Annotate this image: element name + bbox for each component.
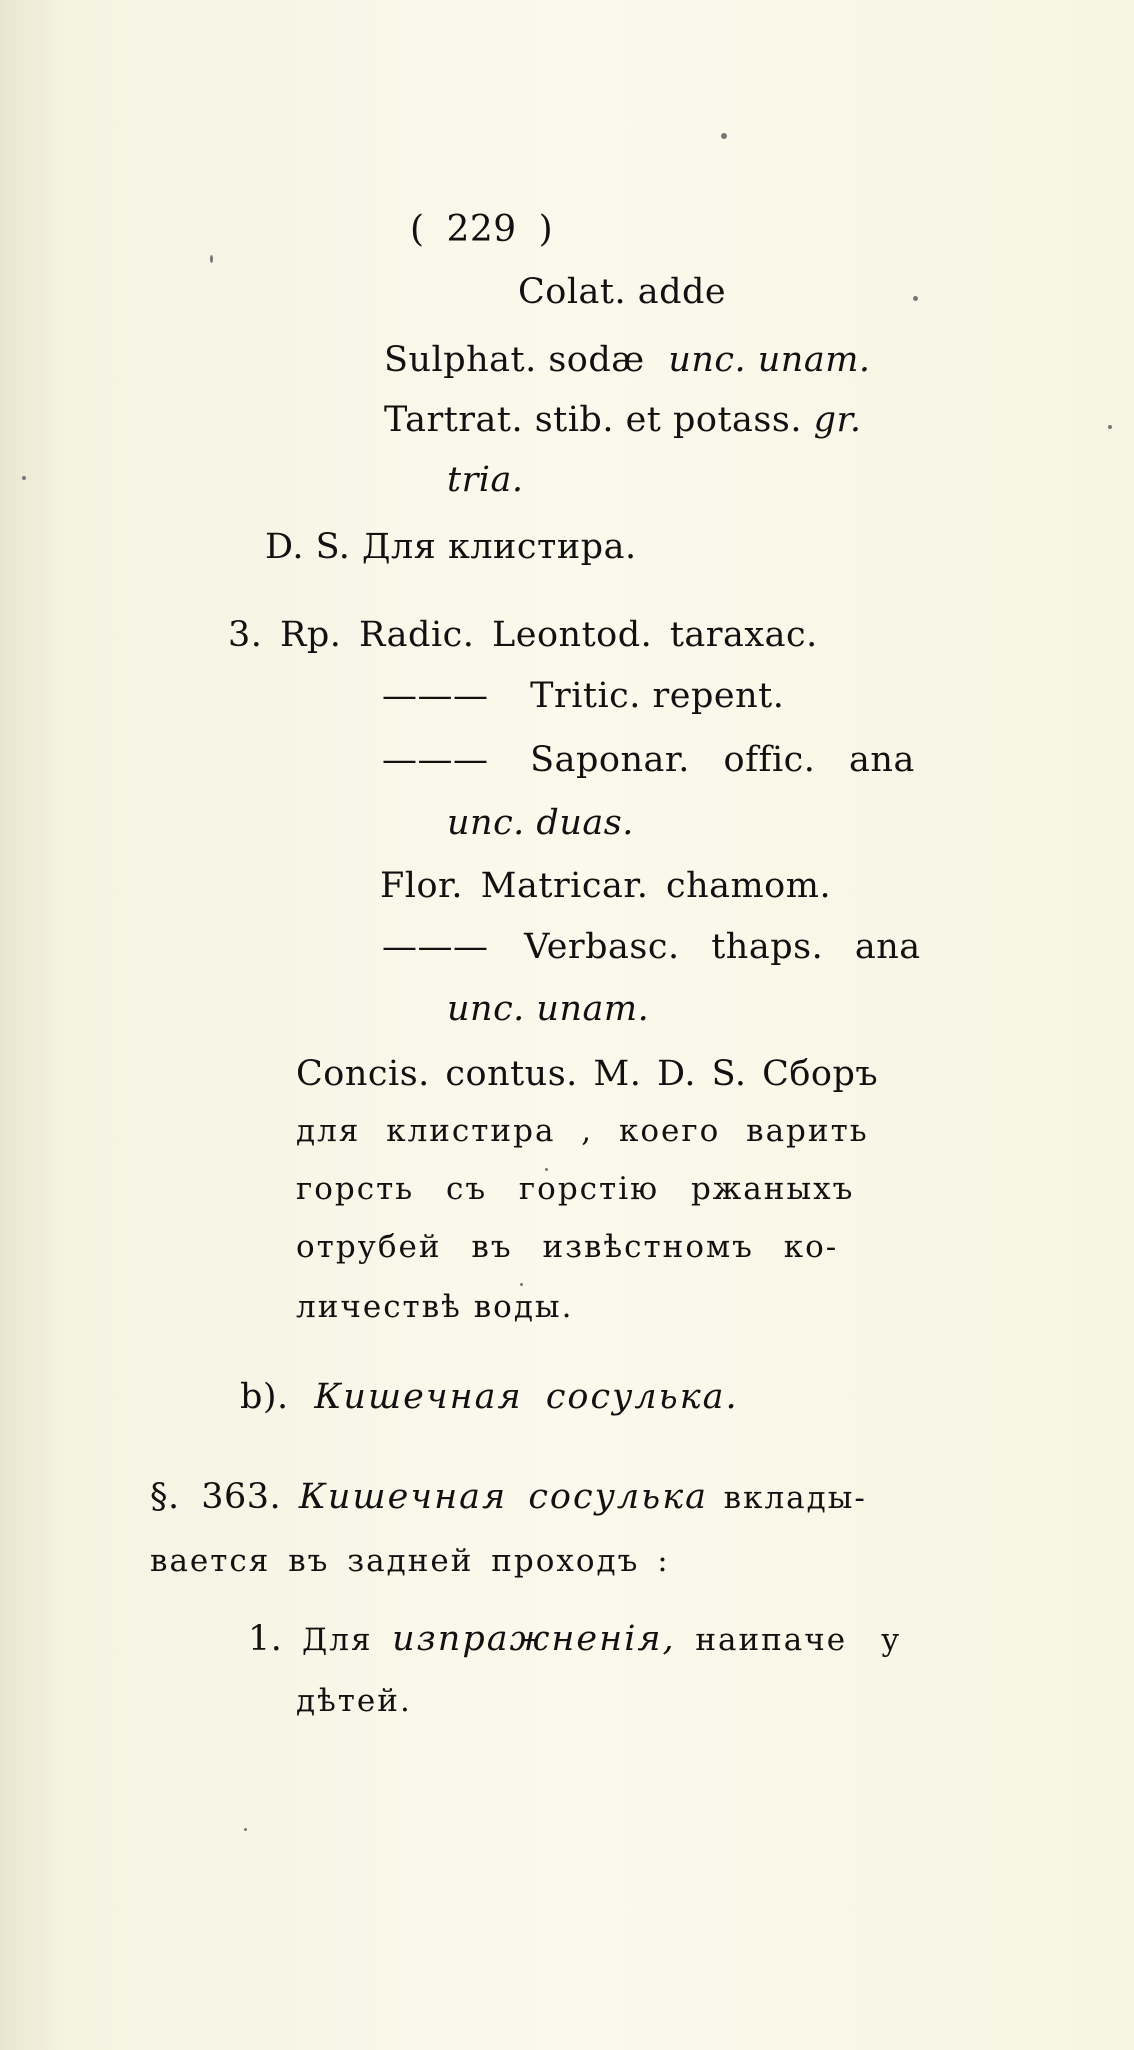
text-span: Saponar. offic. ana — [530, 740, 915, 780]
paper-speck — [244, 1828, 247, 1831]
text-span: b). — [240, 1377, 289, 1417]
text-span: вклады- — [723, 1480, 867, 1516]
text-line: отрубей въ извѣстномъ ко- — [296, 1229, 839, 1265]
text-span: Verbasc. thaps. ana — [524, 927, 921, 967]
text-line: D. S. Для клистира. — [265, 527, 637, 567]
text-span: gr. — [813, 400, 862, 440]
text-span: изпражненія, — [392, 1619, 676, 1659]
text-span: Tartrat. stib. et potass. — [384, 400, 802, 440]
text-line: 3. Rp. Radic. Leontod. taraxac. — [228, 615, 818, 655]
text-span: Для — [302, 1622, 373, 1658]
text-span: 1. — [248, 1619, 283, 1659]
text-line: Flor. Matricar. chamom. — [380, 866, 832, 906]
text-line — [384, 400, 862, 440]
text-line: Colat. adde — [518, 272, 727, 312]
text-line — [382, 927, 921, 967]
text-line: tria. — [447, 460, 524, 500]
subheading — [240, 1377, 739, 1417]
text-line: личествѣ воды. — [296, 1289, 574, 1325]
text-span: ——— — [382, 740, 489, 780]
text-line: для клистира , коего варить — [296, 1113, 869, 1149]
text-line: unc. duas. — [447, 803, 634, 843]
text-line — [382, 740, 915, 780]
paper-speck — [210, 255, 213, 263]
text-line — [384, 340, 871, 380]
text-line: дѣтей. — [296, 1683, 412, 1719]
text-line — [382, 676, 784, 716]
text-span: §. 363. — [150, 1477, 282, 1517]
text-span: ——— — [382, 927, 489, 967]
text-line: Concis. contus. M. D. S. Сборъ — [296, 1054, 879, 1094]
paper-speck — [913, 296, 918, 301]
text-line — [248, 1619, 901, 1660]
text-span: наипаче у — [695, 1622, 902, 1658]
text-span: ——— — [382, 676, 489, 716]
text-span: Кишечная сосулька. — [314, 1377, 739, 1417]
paper-speck — [22, 476, 26, 480]
paper-speck — [1108, 425, 1112, 429]
text-span: Tritic. repent. — [530, 676, 785, 716]
text-line — [150, 1477, 867, 1518]
paper-speck — [721, 133, 727, 139]
paper-speck — [520, 1283, 523, 1286]
text-line: вается въ задней проходъ : — [150, 1543, 670, 1579]
text-span: Sulphat. sodæ — [384, 340, 645, 380]
text-span: unc. unam. — [668, 340, 871, 380]
text-span: Кишечная сосулька — [298, 1477, 709, 1517]
page-number: ( 229 ) — [410, 209, 554, 250]
text-line: unc. unam. — [447, 989, 650, 1029]
text-line: горсть съ горстію ржаныхъ — [296, 1171, 855, 1207]
paper-speck — [545, 1168, 548, 1171]
